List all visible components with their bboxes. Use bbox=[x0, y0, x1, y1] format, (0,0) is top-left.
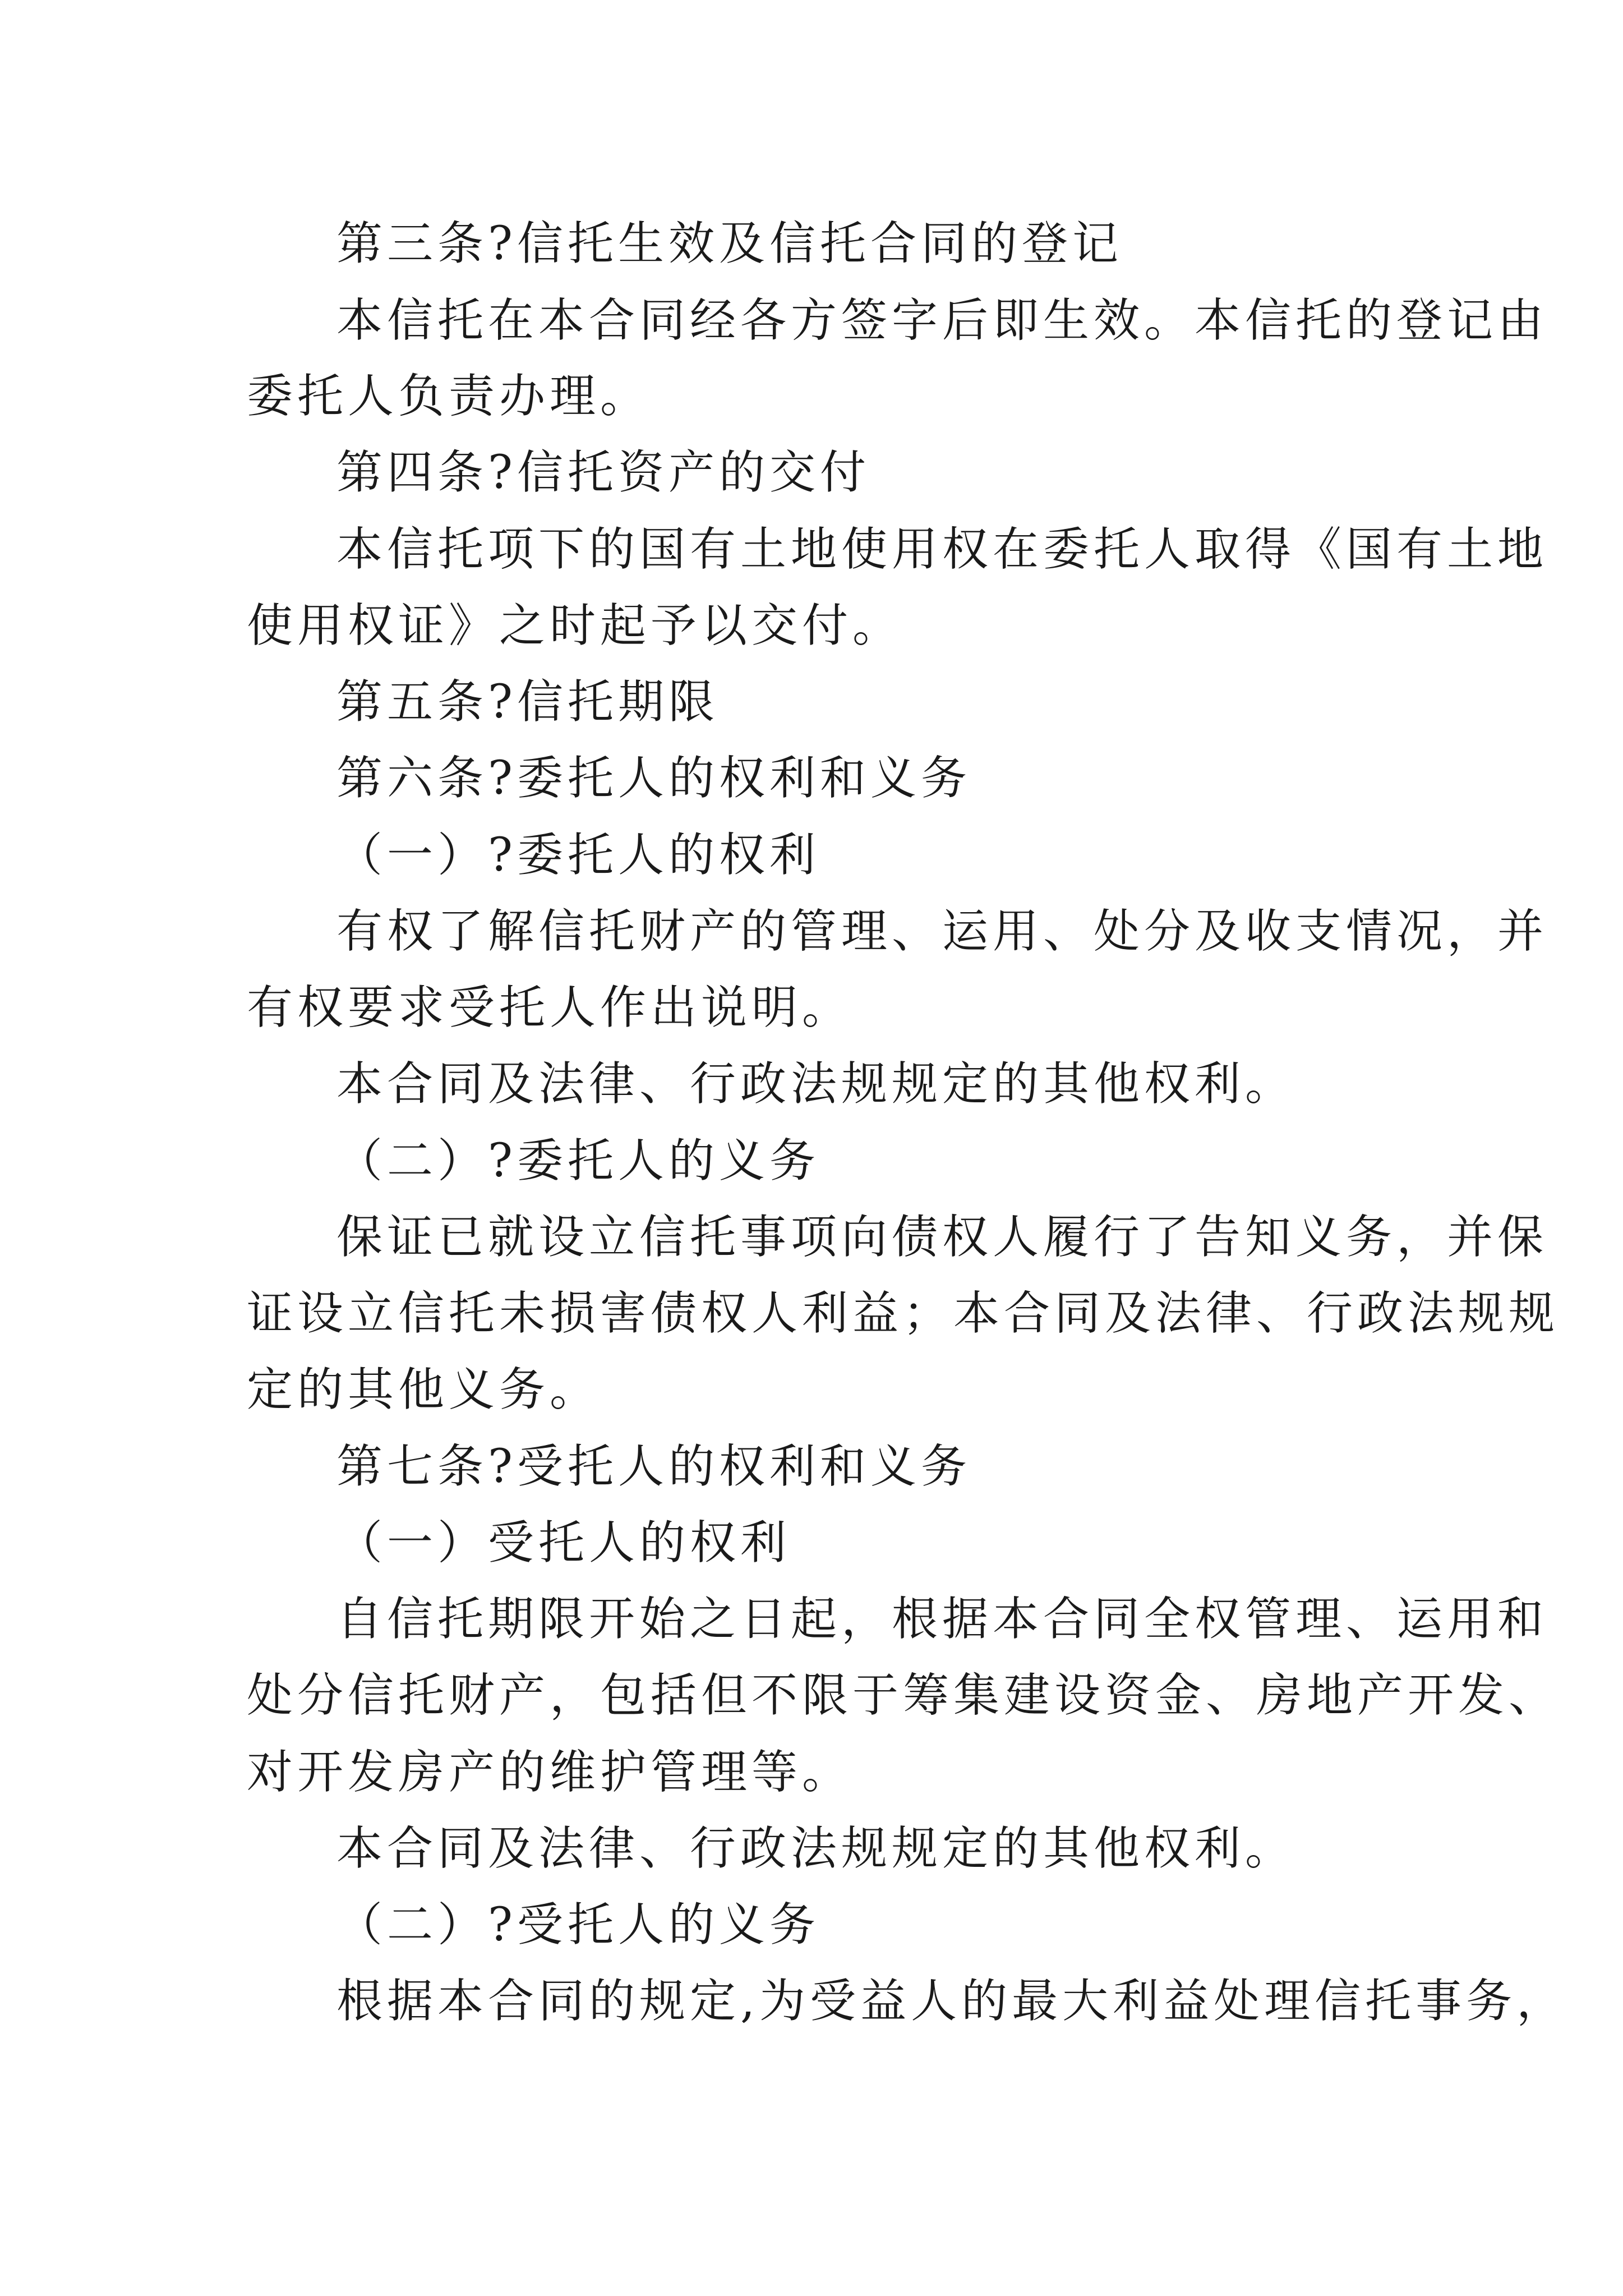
paragraph-line: 处分信托财产，包括但不限于筹集建设资金、房地产开发、 bbox=[247, 1669, 1560, 1722]
article-6-heading: 第六条?委托人的权利和义务 bbox=[336, 752, 971, 805]
paragraph-line: 本合同及法律、行政法规规定的其他权利。 bbox=[336, 1822, 1296, 1875]
article-7-heading: 第七条?受托人的权利和义务 bbox=[336, 1440, 971, 1493]
subsection-heading: （一）?委托人的权利 bbox=[336, 829, 820, 882]
paragraph-line: 保证已就设立信托事项向债权人履行了告知义务，并保 bbox=[336, 1211, 1548, 1264]
paragraph-line: 对开发房产的维护管理等。 bbox=[247, 1746, 853, 1799]
subsection-heading: （二）?委托人的义务 bbox=[336, 1134, 820, 1188]
article-4-heading: 第四条?信托资产的交付 bbox=[336, 446, 870, 499]
paragraph-line: 本信托项下的国有土地使用权在委托人取得《国有土地 bbox=[336, 523, 1548, 576]
paragraph-line: 定的其他义务。 bbox=[247, 1363, 601, 1416]
subsection-heading: （二）?受托人的义务 bbox=[336, 1898, 820, 1952]
paragraph-line: 本信托在本合同经各方签字后即生效。本信托的登记由 bbox=[336, 294, 1548, 347]
paragraph-line: 使用权证》之时起予以交付。 bbox=[247, 599, 903, 652]
paragraph-line: 证设立信托未损害债权人利益；本合同及法律、行政法规规 bbox=[247, 1287, 1560, 1340]
paragraph-line: 有权要求受托人作出说明。 bbox=[247, 981, 853, 1034]
subsection-heading: （一）受托人的权利 bbox=[336, 1516, 791, 1570]
paragraph-line: 本合同及法律、行政法规规定的其他权利。 bbox=[336, 1057, 1296, 1111]
article-3-heading: 第三条?信托生效及信托合同的登记 bbox=[336, 217, 1123, 270]
paragraph-line: 有权了解信托财产的管理、运用、处分及收支情况，并 bbox=[336, 905, 1548, 958]
paragraph-line: 委托人负责办理。 bbox=[247, 370, 651, 423]
paragraph-line: 自信托期限开始之日起，根据本合同全权管理、运用和 bbox=[336, 1593, 1548, 1646]
article-5-heading: 第五条?信托期限 bbox=[336, 675, 719, 729]
paragraph-line: 根据本合同的规定,为受益人的最大利益处理信托事务， bbox=[336, 1975, 1567, 2028]
